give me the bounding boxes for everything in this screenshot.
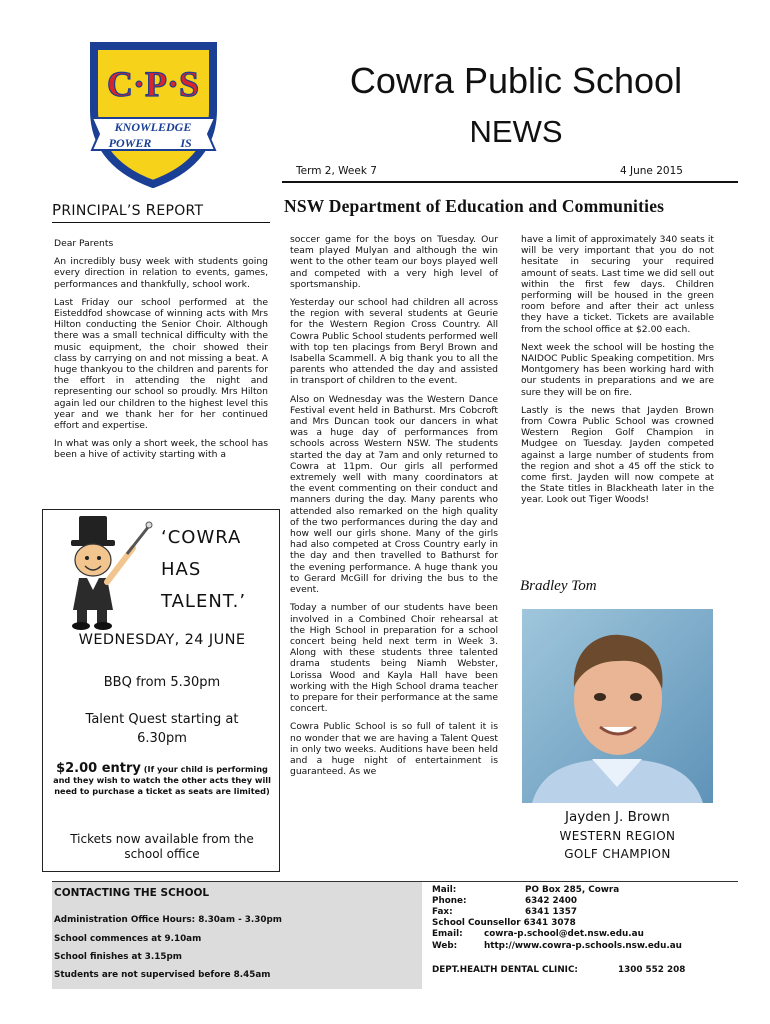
school-counsellor: School Counsellor 6341 3078 bbox=[432, 918, 576, 928]
news-title: NEWS bbox=[469, 114, 563, 149]
logo-letters: C·P·S bbox=[106, 64, 200, 104]
cartoon-performer-image bbox=[57, 514, 155, 632]
paragraph: soccer game for the boys on Tuesday. Our team played Mulyan and although the win went to the other team our boys played well and competed with a very high level of sportsmanship. bbox=[290, 234, 498, 290]
school-finishes: School finishes at 3.15pm bbox=[54, 952, 182, 962]
jayden-name: Jayden J. Brown bbox=[565, 809, 670, 825]
paragraph: Also on Wednesday was the Western Dance Festival event held in Bathurst. Mrs Cobcroft and Mrs Duncan took our dancers in what was a huge day of performances from schools across Western NSW. The students started the day at 7am and only returned to Cowra at 11pm. Our girls all performed extremely well with many coordinators at the event commenting on their conduct and manners during the day. Many parents who attended also remarked on the high quality of the two performances during the day and how well our girls shone. Many of the girls had also competed at Cross Country early in the day and then travelled to Bathurst for the evening performance. A huge thank you to Gerard McGill for driving the bus to the event. bbox=[290, 393, 498, 596]
talent-quest-box bbox=[42, 509, 280, 872]
paragraph: Dear Parents bbox=[54, 238, 114, 249]
paragraph: Yesterday our school had children all across the region with several students at Geurie for the Western Region Cross Country. All Cowra Public School students performed well with top ten placings from Beryl Brown and Isabella Scammell. A big thank you to all the parents who attended the day and assisted in transport of children to the event. bbox=[290, 297, 498, 387]
jayden-title-line-2: GOLF CHAMPION bbox=[564, 847, 671, 861]
principal-signature: Bradley Tom bbox=[520, 578, 597, 594]
logo-motto-top: KNOWLEDGE bbox=[114, 120, 192, 134]
email-label: Email: bbox=[432, 929, 463, 939]
paragraph: have a limit of approximately 340 seats it will be very important that you do not hesitate in securing your required amount of seats. Last time we did sell out within the first few days. Children performing will be housed in the green room before and after their act unless they have a ticket. Tickets are available from the school office at $2.00 each. bbox=[521, 234, 714, 335]
term-week: Term 2, Week 7 bbox=[296, 165, 377, 177]
school-title: Cowra Public School bbox=[349, 60, 683, 101]
email-link[interactable]: cowra-p.school@det.nsw.edu.au bbox=[484, 929, 644, 939]
column-1 bbox=[54, 238, 268, 468]
school-logo bbox=[86, 38, 221, 188]
principals-report-heading: PRINCIPAL’S REPORT bbox=[52, 201, 204, 219]
jayden-photo bbox=[522, 609, 713, 803]
jayden-title-line-1: WESTERN REGION bbox=[559, 829, 676, 843]
talent-date: WEDNESDAY, 24 JUNE bbox=[78, 632, 246, 648]
phone-value: 6342 2400 bbox=[525, 896, 578, 906]
office-hours: Administration Office Hours: 8.30am - 3.30pm bbox=[54, 915, 282, 925]
web-label: Web: bbox=[432, 941, 458, 951]
dental-clinic-label: DEPT.HEALTH DENTAL CLINIC: bbox=[432, 965, 578, 975]
paragraph: An incredibly busy week with students going every direction in relation to events, games, performances and thankfully, school work. bbox=[54, 256, 268, 290]
school-commences: School commences at 9.10am bbox=[54, 934, 202, 944]
paragraph: Today a number of our students have been involved in a Combined Choir rehearsal at the High School in preparation for a school concert being held next term in Week 3. Along with these students three talented drama students being Niamh Webster, Lorissa Wood and Kayla Hall have been working with the High School drama teacher to prepare for their performance at the same concert. bbox=[290, 602, 498, 715]
logo-motto-bottom: POWER bbox=[108, 136, 152, 150]
header-divider bbox=[282, 181, 738, 183]
tickets-info: Tickets now available from the school office bbox=[70, 832, 254, 861]
contacting-school-panel bbox=[52, 881, 422, 989]
contacting-heading: CONTACTING THE SCHOOL bbox=[54, 887, 210, 899]
paragraph: Next week the school will be hosting the NAIDOC Public Speaking competition. Mrs Montgomery has been working hard with our students in preparations and we are sure they will be on fire. bbox=[521, 341, 714, 398]
paragraph: In what was only a short week, the school has been a hive of activity starting with a bbox=[54, 438, 268, 461]
bbq-time: BBQ from 5.30pm bbox=[103, 675, 221, 690]
quest-start-time: Talent Quest starting at 6.30pm bbox=[85, 712, 239, 746]
web-link[interactable]: http://www.cowra-p.schools.nsw.edu.au bbox=[484, 941, 682, 951]
mail-label: Mail: bbox=[432, 885, 457, 895]
issue-date: 4 June 2015 bbox=[620, 165, 683, 177]
footer-divider bbox=[52, 881, 738, 882]
mail-value: PO Box 285, Cowra bbox=[525, 885, 620, 895]
principals-report-rule bbox=[52, 222, 270, 223]
column-3 bbox=[521, 234, 714, 513]
logo-motto-is: IS bbox=[180, 136, 192, 150]
paragraph: Last Friday our school performed at the Eisteddfod showcase of winning acts with Mrs Hilton conducting the Senior Choir. Although there was a small technical difficulty with the music equipment, the choir showed their class by carrying on and not missing a beat. A huge thankyou to the children and parents for the effort in attending the night and representing our school so proudly. Mrs Hilton again led our children to the highest level this year and we thank her for her continued effort and expertise. bbox=[54, 296, 268, 432]
paragraph: Cowra Public School is so full of talent it is no wonder that we are having a Talent Quest in only two weeks. Auditions have been held and a huge night of entertainment is guaranteed. As we bbox=[290, 721, 498, 778]
phone-label: Phone: bbox=[432, 896, 467, 906]
column-2 bbox=[290, 234, 498, 784]
paragraph: Lastly is the news that Jayden Brown from Cowra Public School was crowned Western Region Golf Champion in Mudgee on Tuesday. Jayden competed against a large number of students from the region and shot a 45 off the stick to come first. Jayden will now compete at the State titles in Blackheath later in the year. Look out Tiger Woods! bbox=[521, 404, 714, 506]
talent-title: ‘COWRA HAS TALENT.’ bbox=[161, 527, 247, 612]
nsw-department-heading: NSW Department of Education and Communities bbox=[284, 196, 665, 216]
fax-label: Fax: bbox=[432, 907, 453, 917]
dental-clinic-number: 1300 552 208 bbox=[618, 965, 686, 975]
fax-value: 6341 1357 bbox=[525, 907, 578, 917]
entry-fee: $2.00 entry (If your child is performing and they wish to watch the other acts they will need to purchase a ticket as seats are limited) bbox=[53, 761, 271, 796]
supervision-note: Students are not supervised before 8.45am bbox=[54, 970, 271, 980]
contact-details-panel bbox=[422, 881, 738, 989]
